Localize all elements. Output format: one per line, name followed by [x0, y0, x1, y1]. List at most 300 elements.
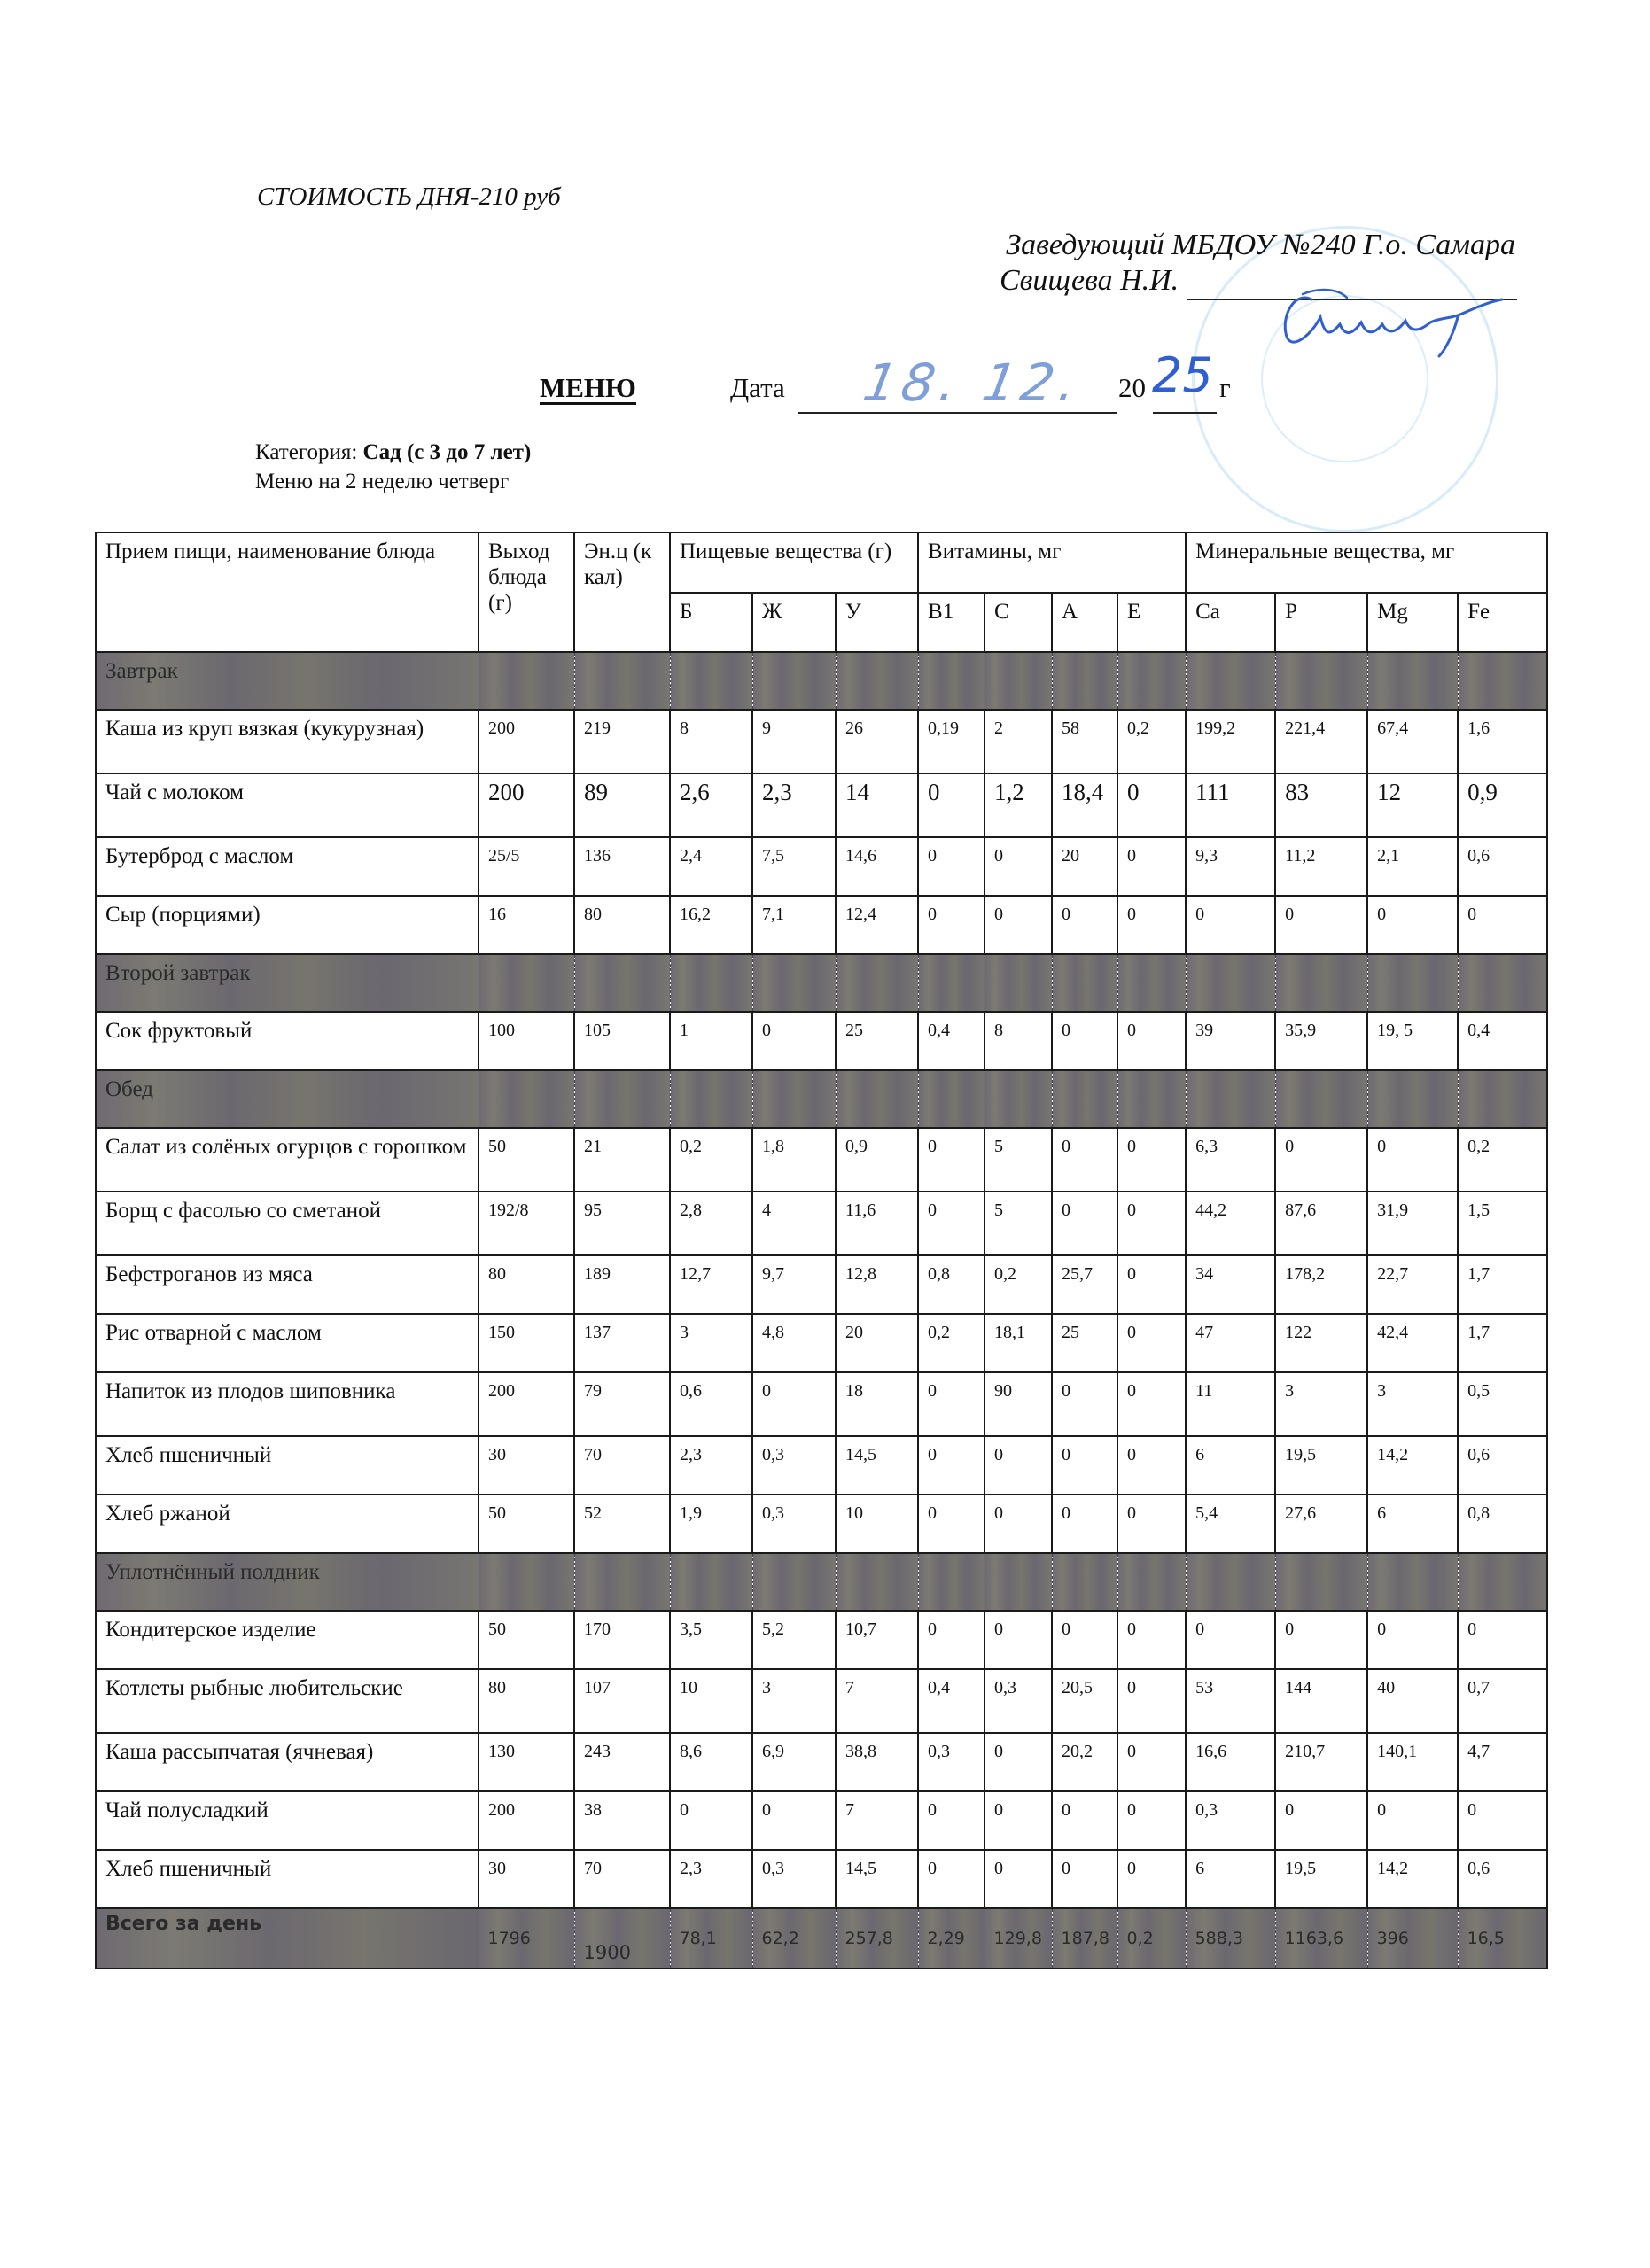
value-cell: 90 [985, 1372, 1052, 1436]
value-cell: 1,6 [1458, 710, 1547, 773]
handwritten-signature [1276, 282, 1515, 361]
table-row [96, 896, 1547, 954]
dish-name: Кондитерское изделие [96, 1611, 479, 1669]
value-cell: 1,2 [985, 773, 1052, 837]
header-sub-0: Б [670, 593, 752, 652]
value-cell: 7,1 [752, 896, 836, 954]
value-cell: 50 [479, 1128, 574, 1192]
table-row [96, 837, 1547, 896]
value-cell: 0 [1117, 1791, 1186, 1850]
value-cell: 0 [985, 1611, 1052, 1669]
value-cell: 0 [1052, 1012, 1117, 1070]
value-cell: 0 [918, 1611, 985, 1669]
table-row [96, 1192, 1547, 1255]
value-cell: 6 [1186, 1850, 1275, 1908]
section-cell [670, 652, 752, 710]
value-cell: 0 [1367, 896, 1458, 954]
value-cell: 0,3 [752, 1436, 836, 1495]
value-cell: 107 [574, 1669, 670, 1733]
value-cell: 0 [1117, 1611, 1186, 1669]
section-title: Второй завтрак [96, 954, 479, 1012]
value-cell: 16,6 [1186, 1733, 1275, 1791]
value-cell: 50 [479, 1495, 574, 1553]
category-line [255, 440, 531, 465]
value-cell: 21 [574, 1128, 670, 1192]
section-cell [1117, 652, 1186, 710]
dish-name: Каша из круп вязкая (кукурузная) [96, 710, 479, 773]
section-cell [574, 1070, 670, 1128]
value-cell: 83 [1275, 773, 1367, 837]
value-cell: 53 [1186, 1669, 1275, 1733]
value-cell: 0 [985, 1850, 1052, 1908]
value-cell: 3,5 [670, 1611, 752, 1669]
value-cell: 0 [1052, 1611, 1117, 1669]
year-prefix: 20 [1118, 372, 1146, 403]
value-cell: 42,4 [1367, 1314, 1458, 1372]
value-cell: 47 [1186, 1314, 1275, 1372]
value-cell: 0 [918, 1372, 985, 1436]
value-cell: 1,7 [1458, 1255, 1547, 1314]
value-cell: 5 [985, 1192, 1052, 1255]
table-row [96, 1611, 1547, 1669]
dish-name: Хлеб пшеничный [96, 1436, 479, 1495]
value-cell: 3 [1275, 1372, 1367, 1436]
value-cell: 0,6 [670, 1372, 752, 1436]
value-cell: 20 [1052, 837, 1117, 896]
value-cell: 16 [479, 896, 574, 954]
section-cell [1186, 1070, 1275, 1128]
section-cell [918, 652, 985, 710]
value-cell: 67,4 [1367, 710, 1458, 773]
section-cell [1117, 1553, 1186, 1611]
date-label: Дата [730, 372, 785, 403]
section-cell [985, 1070, 1052, 1128]
value-cell: 2,3 [752, 773, 836, 837]
dish-name: Напиток из плодов шиповника [96, 1372, 479, 1436]
value-cell: 8,6 [670, 1733, 752, 1791]
value-cell: 122 [1275, 1314, 1367, 1372]
header-meal-name: Прием пищи, наименование блюда [96, 532, 479, 652]
official-stamp [1192, 226, 1498, 532]
value-cell: 0,2 [918, 1314, 985, 1372]
value-cell: 144 [1275, 1669, 1367, 1733]
value-cell: 0 [918, 1436, 985, 1495]
value-cell: 1,5 [1458, 1192, 1547, 1255]
total-value: 1796 [479, 1908, 574, 1969]
table-row [96, 1495, 1547, 1553]
value-cell: 25,7 [1052, 1255, 1117, 1314]
value-cell: 0 [1052, 1436, 1117, 1495]
value-cell: 0 [918, 1128, 985, 1192]
section-cell [1052, 1070, 1117, 1128]
value-cell: 34 [1186, 1255, 1275, 1314]
dish-name: Бутерброд с маслом [96, 837, 479, 896]
value-cell: 6 [1186, 1436, 1275, 1495]
total-value: 129,8 [985, 1908, 1052, 1969]
value-cell: 44,2 [1186, 1192, 1275, 1255]
total-value: 2,29 [918, 1908, 985, 1969]
value-cell: 7,5 [752, 837, 836, 896]
section-cell [836, 1070, 918, 1128]
value-cell: 4,8 [752, 1314, 836, 1372]
value-cell: 30 [479, 1436, 574, 1495]
value-cell: 0 [1458, 1791, 1547, 1850]
value-cell: 100 [479, 1012, 574, 1070]
dish-name: Сок фруктовый [96, 1012, 479, 1070]
value-cell: 0,2 [1458, 1128, 1547, 1192]
dish-name: Хлеб ржаной [96, 1495, 479, 1553]
section-cell [1052, 954, 1117, 1012]
value-cell: 0 [1117, 773, 1186, 837]
dish-name: Салат из солёных огурцов с горошком [96, 1128, 479, 1192]
value-cell: 219 [574, 710, 670, 773]
value-cell: 0 [1275, 896, 1367, 954]
table-row [96, 1012, 1547, 1070]
value-cell: 0 [918, 773, 985, 837]
category-label: Категория: [255, 440, 358, 464]
value-cell: 2,3 [670, 1436, 752, 1495]
header-yield: Выход блюда (г) [479, 532, 574, 652]
value-cell: 210,7 [1275, 1733, 1367, 1791]
value-cell: 7 [836, 1669, 918, 1733]
value-cell: 5,2 [752, 1611, 836, 1669]
value-cell: 12,8 [836, 1255, 918, 1314]
value-cell: 0 [1117, 1850, 1186, 1908]
value-cell: 70 [574, 1850, 670, 1908]
value-cell: 79 [574, 1372, 670, 1436]
value-cell: 0 [1052, 1372, 1117, 1436]
value-cell: 0 [1052, 896, 1117, 954]
table-row [96, 1669, 1547, 1733]
section-cell [1458, 1553, 1547, 1611]
value-cell: 8 [985, 1012, 1052, 1070]
year-underline [1153, 412, 1217, 414]
value-cell: 170 [574, 1611, 670, 1669]
value-cell: 0,7 [1458, 1669, 1547, 1733]
value-cell: 14,6 [836, 837, 918, 896]
value-cell: 0 [985, 1791, 1052, 1850]
value-cell: 80 [479, 1255, 574, 1314]
value-cell: 2,1 [1367, 837, 1458, 896]
value-cell: 2,6 [670, 773, 752, 837]
section-title: Уплотнённый полдник [96, 1553, 479, 1611]
value-cell: 4,7 [1458, 1733, 1547, 1791]
section-cell [918, 954, 985, 1012]
section-cell [918, 1070, 985, 1128]
value-cell: 0,9 [1458, 773, 1547, 837]
value-cell: 25/5 [479, 837, 574, 896]
section-cell [1117, 1070, 1186, 1128]
table-row [96, 1436, 1547, 1495]
value-cell: 0,3 [918, 1733, 985, 1791]
total-value: 1163,6 [1275, 1908, 1367, 1969]
value-cell: 0 [1458, 896, 1547, 954]
approver-name: Свищева Н.И. [1000, 264, 1179, 297]
dish-name: Рис отварной с маслом [96, 1314, 479, 1372]
total-value: 16,5 [1458, 1908, 1547, 1969]
value-cell: 19, 5 [1367, 1012, 1458, 1070]
value-cell: 199,2 [1186, 710, 1275, 773]
total-label: Всего за день [96, 1908, 479, 1969]
value-cell: 1,7 [1458, 1314, 1547, 1372]
value-cell: 6,9 [752, 1733, 836, 1791]
value-cell: 0 [1117, 1733, 1186, 1791]
section-cell [1458, 954, 1547, 1012]
value-cell: 6,3 [1186, 1128, 1275, 1192]
section-cell [479, 1070, 574, 1128]
value-cell: 11,2 [1275, 837, 1367, 896]
value-cell: 0,4 [1458, 1012, 1547, 1070]
section-cell [1367, 1070, 1458, 1128]
value-cell: 137 [574, 1314, 670, 1372]
value-cell: 9,3 [1186, 837, 1275, 896]
value-cell: 3 [1367, 1372, 1458, 1436]
value-cell: 136 [574, 837, 670, 896]
value-cell: 14,5 [836, 1850, 918, 1908]
value-cell: 58 [1052, 710, 1117, 773]
value-cell: 4 [752, 1192, 836, 1255]
value-cell: 0 [1275, 1791, 1367, 1850]
page-title: МЕНЮ [540, 372, 636, 403]
value-cell: 18 [836, 1372, 918, 1436]
value-cell: 0 [670, 1791, 752, 1850]
dish-name: Каша рассыпчатая (ячневая) [96, 1733, 479, 1791]
category-value: Сад (с 3 до 7 лет) [362, 440, 532, 464]
value-cell: 200 [479, 710, 574, 773]
total-value: 588,3 [1186, 1908, 1275, 1969]
value-cell: 1 [670, 1012, 752, 1070]
header-sub-9: Mg [1367, 593, 1458, 652]
value-cell: 111 [1186, 773, 1275, 837]
value-cell: 0 [1367, 1791, 1458, 1850]
header-sub-1: Ж [752, 593, 836, 652]
year-suffix: г [1219, 372, 1231, 403]
section-cell [1275, 954, 1367, 1012]
section-cell [479, 954, 574, 1012]
header-sub-4: C [985, 593, 1052, 652]
value-cell: 20,5 [1052, 1669, 1117, 1733]
table-row [96, 1255, 1547, 1314]
value-cell: 1,9 [670, 1495, 752, 1553]
value-cell: 0,2 [985, 1255, 1052, 1314]
section-cell [670, 954, 752, 1012]
section-cell [1367, 954, 1458, 1012]
value-cell: 14,2 [1367, 1436, 1458, 1495]
total-value: 257,8 [836, 1908, 918, 1969]
year-handwritten: 25 [1152, 347, 1213, 403]
section-cell [752, 652, 836, 710]
value-cell: 20 [836, 1314, 918, 1372]
value-cell: 12 [1367, 773, 1458, 837]
value-cell: 0,6 [1458, 837, 1547, 896]
value-cell: 9 [752, 710, 836, 773]
value-cell: 0 [1052, 1495, 1117, 1553]
section-title: Завтрак [96, 652, 479, 710]
value-cell: 3 [752, 1669, 836, 1733]
section-cell [670, 1553, 752, 1611]
value-cell: 26 [836, 710, 918, 773]
dish-name: Бефстроганов из мяса [96, 1255, 479, 1314]
value-cell: 39 [1186, 1012, 1275, 1070]
value-cell: 0 [985, 1495, 1052, 1553]
value-cell: 18,1 [985, 1314, 1052, 1372]
header-sub-3: B1 [918, 593, 985, 652]
value-cell: 9,7 [752, 1255, 836, 1314]
section-cell [918, 1553, 985, 1611]
value-cell: 19,5 [1275, 1436, 1367, 1495]
value-cell: 0 [752, 1791, 836, 1850]
value-cell: 19,5 [1275, 1850, 1367, 1908]
value-cell: 3 [670, 1314, 752, 1372]
value-cell: 80 [479, 1669, 574, 1733]
value-cell: 31,9 [1367, 1192, 1458, 1255]
section-cell [1275, 1070, 1367, 1128]
section-cell [1052, 1553, 1117, 1611]
value-cell: 0,3 [1186, 1791, 1275, 1850]
day-cost: СТОИМОСТЬ ДНЯ-210 руб [257, 183, 561, 211]
value-cell: 0 [918, 837, 985, 896]
value-cell: 16,2 [670, 896, 752, 954]
value-cell: 0,5 [1458, 1372, 1547, 1436]
dish-name: Котлеты рыбные любительские [96, 1669, 479, 1733]
section-cell [1117, 954, 1186, 1012]
value-cell: 38,8 [836, 1733, 918, 1791]
value-cell: 0 [1117, 1436, 1186, 1495]
section-cell [1367, 652, 1458, 710]
section-row [96, 1553, 1547, 1611]
value-cell: 0,4 [918, 1669, 985, 1733]
section-cell [985, 652, 1052, 710]
value-cell: 0 [1458, 1611, 1547, 1669]
value-cell: 30 [479, 1850, 574, 1908]
value-cell: 95 [574, 1192, 670, 1255]
dish-name: Чай полусладкий [96, 1791, 479, 1850]
section-cell [479, 1553, 574, 1611]
value-cell: 0,6 [1458, 1436, 1547, 1495]
value-cell: 0,8 [918, 1255, 985, 1314]
value-cell: 27,6 [1275, 1495, 1367, 1553]
header-sub-7: Ca [1186, 593, 1275, 652]
value-cell: 14 [836, 773, 918, 837]
value-cell: 11 [1186, 1372, 1275, 1436]
table-row [96, 710, 1547, 773]
section-cell [985, 1553, 1052, 1611]
value-cell: 0,9 [836, 1128, 918, 1192]
value-cell: 0 [1117, 1255, 1186, 1314]
value-cell: 35,9 [1275, 1012, 1367, 1070]
value-cell: 140,1 [1367, 1733, 1458, 1791]
value-cell: 20,2 [1052, 1733, 1117, 1791]
total-value: 396 [1367, 1908, 1458, 1969]
value-cell: 38 [574, 1791, 670, 1850]
section-cell [1367, 1553, 1458, 1611]
value-cell: 0,6 [1458, 1850, 1547, 1908]
section-row [96, 954, 1547, 1012]
dish-name: Борщ с фасолью со сметаной [96, 1192, 479, 1255]
value-cell: 12,4 [836, 896, 918, 954]
section-row [96, 1070, 1547, 1128]
value-cell: 1,8 [752, 1128, 836, 1192]
value-cell: 0,2 [670, 1128, 752, 1192]
value-cell: 50 [479, 1611, 574, 1669]
value-cell: 25 [836, 1012, 918, 1070]
value-cell: 11,6 [836, 1192, 918, 1255]
value-cell: 5 [985, 1128, 1052, 1192]
section-cell [1275, 1553, 1367, 1611]
value-cell: 10,7 [836, 1611, 918, 1669]
value-cell: 0 [985, 1733, 1052, 1791]
value-cell: 0 [1052, 1791, 1117, 1850]
section-cell [836, 1553, 918, 1611]
total-value: 62,2 [752, 1908, 836, 1969]
header-vitamins: Витамины, мг [918, 532, 1186, 593]
total-row [96, 1908, 1547, 1969]
value-cell: 40 [1367, 1669, 1458, 1733]
value-cell: 8 [670, 710, 752, 773]
value-cell: 0 [1117, 837, 1186, 896]
value-cell: 89 [574, 773, 670, 837]
section-cell [752, 1553, 836, 1611]
header-sub-5: A [1052, 593, 1117, 652]
value-cell: 0,3 [985, 1669, 1052, 1733]
value-cell: 0 [918, 1192, 985, 1255]
value-cell: 0 [918, 896, 985, 954]
value-cell: 0 [1117, 896, 1186, 954]
total-value: 1900 [574, 1908, 670, 1969]
menu-table [95, 532, 1548, 1969]
value-cell: 2,8 [670, 1192, 752, 1255]
value-cell: 0,8 [1458, 1495, 1547, 1553]
value-cell: 178,2 [1275, 1255, 1367, 1314]
value-cell: 14,5 [836, 1436, 918, 1495]
value-cell: 0 [985, 896, 1052, 954]
value-cell: 0 [752, 1372, 836, 1436]
value-cell: 7 [836, 1791, 918, 1850]
total-value: 0,2 [1117, 1908, 1186, 1969]
value-cell: 80 [574, 896, 670, 954]
header-sub-8: P [1275, 593, 1367, 652]
value-cell: 200 [479, 773, 574, 837]
section-cell [1458, 1070, 1547, 1128]
header-minerals: Минеральные вещества, мг [1186, 532, 1547, 593]
section-cell [574, 1553, 670, 1611]
section-cell [1186, 954, 1275, 1012]
value-cell: 0 [918, 1850, 985, 1908]
table-row [96, 1128, 1547, 1192]
value-cell: 52 [574, 1495, 670, 1553]
value-cell: 150 [479, 1314, 574, 1372]
value-cell: 0 [1367, 1611, 1458, 1669]
header-sub-2: У [836, 593, 918, 652]
value-cell: 221,4 [1275, 710, 1367, 773]
date-handwritten: 18. 12. [859, 353, 1086, 413]
value-cell: 14,2 [1367, 1850, 1458, 1908]
value-cell: 0,4 [918, 1012, 985, 1070]
table-row [96, 1314, 1547, 1372]
value-cell: 0 [985, 1436, 1052, 1495]
value-cell: 10 [836, 1495, 918, 1553]
value-cell: 0 [1052, 1192, 1117, 1255]
value-cell: 0 [1052, 1850, 1117, 1908]
header-sub-10: Fe [1458, 593, 1547, 652]
value-cell: 2,4 [670, 837, 752, 896]
table-row [96, 1791, 1547, 1850]
table-row [96, 773, 1547, 837]
value-cell: 0 [1275, 1611, 1367, 1669]
value-cell: 0 [985, 837, 1052, 896]
header-energy: Эн.ц (ккал) [574, 532, 670, 652]
value-cell: 10 [670, 1669, 752, 1733]
